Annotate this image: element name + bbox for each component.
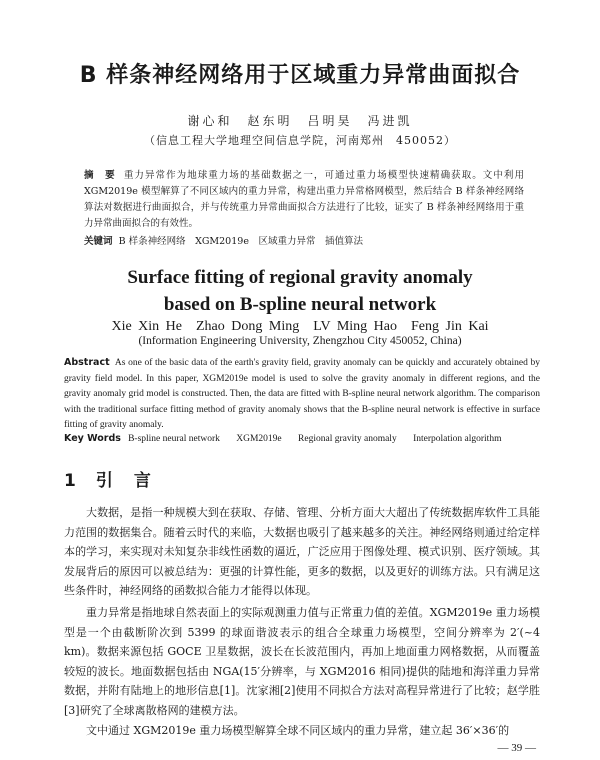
english-abstract-text: As one of the basic data of the earth's gravity field, gravity anomaly can be quickly and accurately obtained by gravity field model. In this paper, XGM2019e model is used to solve the gravity anomaly in different regions, and the gravity anomaly grid model is constructed. Then, the data are fitted with B-spline neural network algorithm. The comparison with the traditional surface fitting method of gravity anomaly shows that the B-spline neural network is effective in surface fitting of gravity anomaly.: [64, 358, 540, 430]
chinese-keywords: [84, 233, 524, 247]
english-affiliation: (Information Engineering University, Zhengzhou City 450052, China): [138, 335, 462, 347]
section-heading: [64, 466, 153, 491]
chinese-abstract: [84, 168, 524, 232]
body-paragraph-3: 文中通过 XGM2019e 重力场模型解算全球不同区域内的重力异常，建立起 36′×36′的: [86, 724, 510, 737]
chinese-abstract-label: 摘 要: [84, 170, 116, 181]
english-keywords-label: Key Words: [64, 433, 121, 444]
english-abstract-label: Abstract: [64, 357, 110, 368]
page-number: — 39 —: [497, 742, 536, 754]
chinese-abstract-text: 重力异常作为地球重力场的基础数据之一，可通过重力场模型快速精确获取。文中利用 XGM2019e 模型解算了不同区域内的重力异常，构建出重力异常格网模型，然后结合 B 样条神经网络算法对数据进行曲面拟合，并与传统重力异常曲面拟合方法进行了比较，证实了 B 样条神经网络用于重力异常曲面拟合的有效性。: [84, 170, 524, 229]
english-title-line2: based on B-spline neural network: [163, 294, 437, 315]
english-keywords: [64, 433, 540, 444]
body-paragraph-1: 大数据，是指一种规模大到在获取、存储、管理、分析方面大大超出了传统数据库软件工具能力范围的数据集合。随着云时代的来临，大数据也吸引了越来越多的关注。神经网络则通过给定样本的学习，来实现对未知复杂非线性函数的逼近，广泛应用于图像处理、模式识别、医疗领域。其发展背后的原因可以被总结为：更强的计算性能，更多的数据，以及更好的训练方法。只有满足这些条件时，神经网络的函数拟合能力才能得以体现。: [64, 506, 540, 598]
chinese-keywords-text: B 样条神经网络 XGM2019e 区域重力异常 插值算法: [118, 236, 363, 247]
chinese-affiliation: （信息工程大学地理空间信息学院，河南郑州 450052）: [144, 134, 456, 147]
english-keyword: Regional gravity anomaly: [298, 434, 397, 444]
english-abstract: [64, 355, 540, 434]
section-number: 1: [64, 471, 78, 491]
section-title: 引 言: [95, 471, 153, 491]
english-title: [0, 264, 600, 318]
english-title-line1: Surface fitting of regional gravity anomaly: [127, 267, 473, 288]
chinese-authors: 谢心和 赵东明 吕明昊 冯进凯: [187, 114, 413, 128]
english-authors: Xie Xin He Zhao Dong Ming LV Ming Hao Feng Jin Kai: [111, 319, 489, 334]
english-keyword: Interpolation algorithm: [413, 434, 502, 444]
chinese-title: B 样条神经网络用于区域重力异常曲面拟合: [79, 63, 521, 88]
english-keyword: XGM2019e: [236, 434, 282, 444]
body-paragraph-2: 重力异常是指地球自然表面上的实际观测重力值与正常重力值的差值。XGM2019e 重力场模型是一个由截断阶次到 5399 的球面谐波表示的组合全球重力场模型，空间分辨率为 2′(~4 km)。数据来源包括 GOCE 卫星数据，波长在长波范围内，再加上地面重力网格数据，从而覆盖较短的波长。地面数据包括由 NGA(15′分辨率，与 XGM2016 相同)提供的陆地和海洋重力异常数据，并附有陆地上的地形信息[1]。沈家湘[2]使用不同拟合方法对高程异常进行了比较；赵学胜[3]研究了全球离散格网的建模方法。: [64, 606, 540, 717]
english-keyword: B-spline neural network: [128, 434, 220, 444]
chinese-keywords-label: 关键词: [84, 236, 113, 247]
